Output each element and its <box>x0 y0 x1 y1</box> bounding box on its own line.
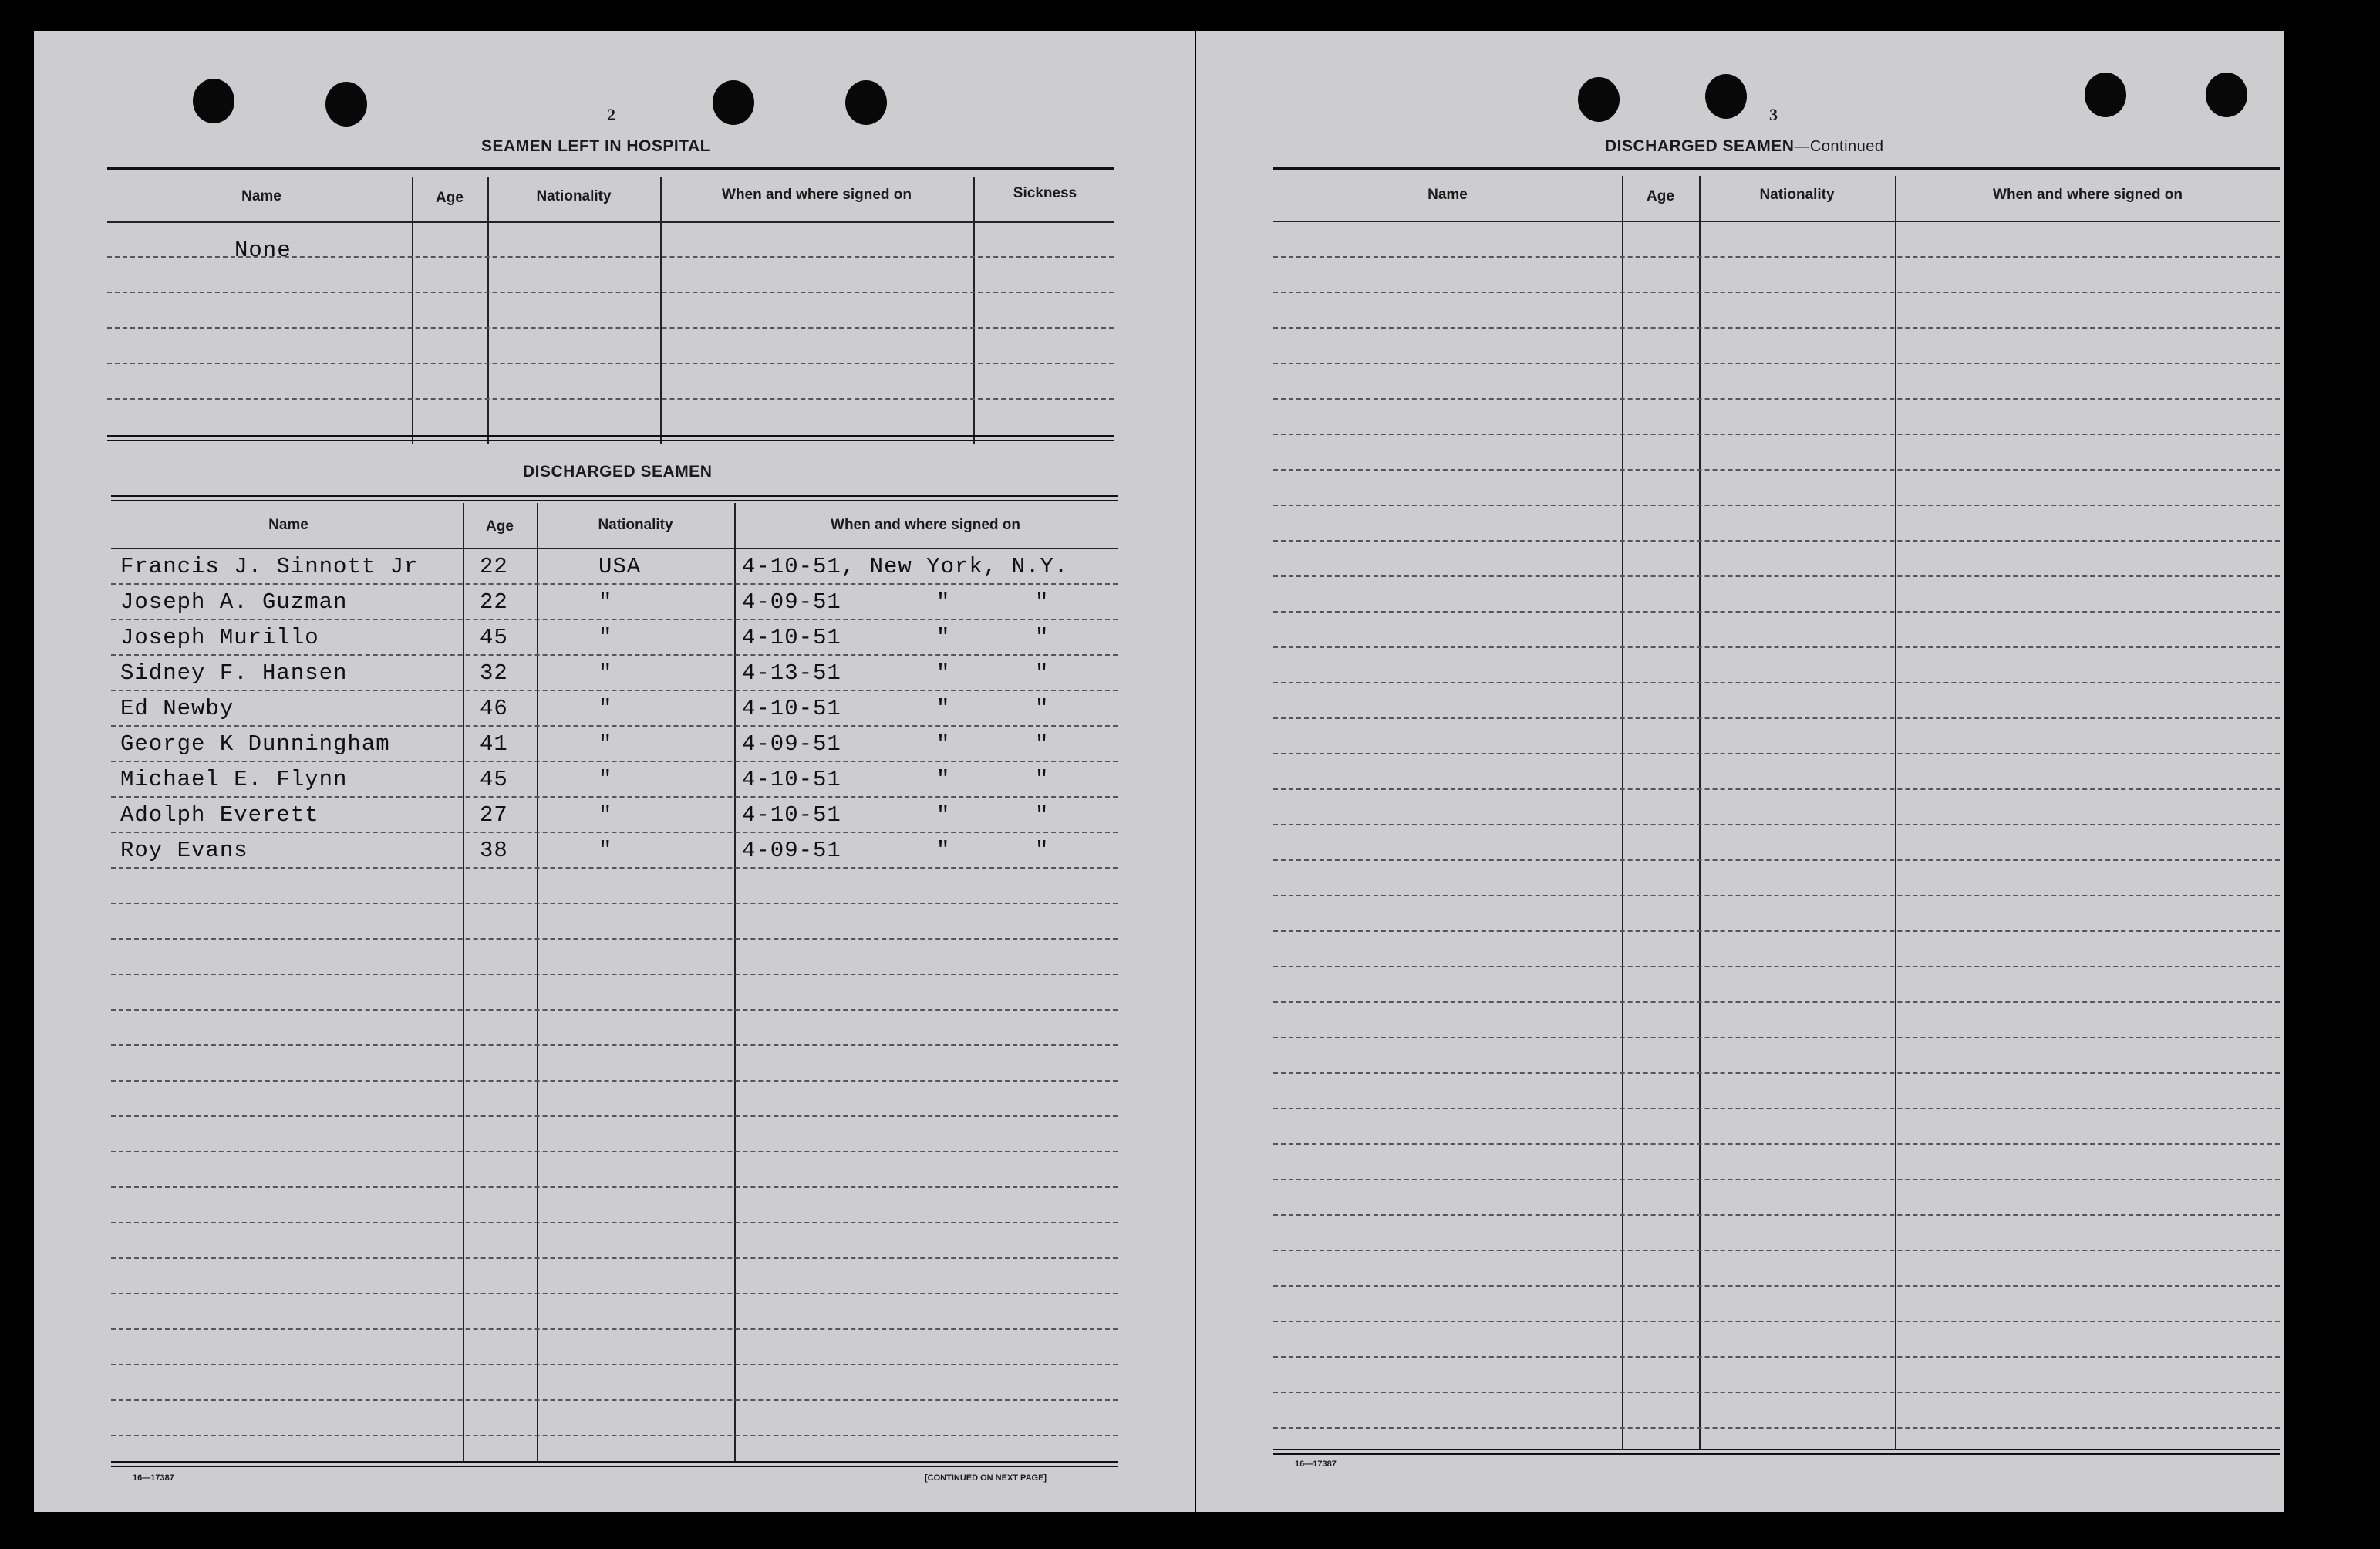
discharged-divider <box>537 503 538 1461</box>
ruled-line <box>1273 363 2280 364</box>
ruled-line <box>1273 611 2280 613</box>
discharged-state: " <box>1035 696 1050 721</box>
ruled-line <box>111 1257 1118 1259</box>
discharged-nationality: " <box>598 696 613 721</box>
discharged-nationality: " <box>598 802 613 828</box>
discharged-city: " <box>936 767 951 792</box>
discharged-age: 22 <box>480 589 508 615</box>
ruled-line <box>111 1435 1118 1436</box>
ruled-line <box>111 796 1118 798</box>
ruled-line <box>1273 434 2280 435</box>
discharged-name: Roy Evans <box>120 838 248 863</box>
right-page <box>1196 31 2284 1512</box>
continued-col-signed-on: When and where signed on <box>1993 187 2183 203</box>
discharged-state: " <box>1035 767 1050 792</box>
hospital-divider <box>487 177 489 444</box>
ruled-line <box>111 619 1118 620</box>
discharged-name: George K Dunningham <box>120 731 390 757</box>
ruled-line <box>111 1151 1118 1152</box>
discharged-age: 22 <box>480 554 508 579</box>
discharged-age: 46 <box>480 696 508 721</box>
ruled-line <box>1273 540 2280 542</box>
ruled-line <box>1273 646 2280 648</box>
discharged-date: 4-09-51 <box>742 589 841 615</box>
discharged-city: " <box>936 625 951 650</box>
discharged-top-rule <box>111 495 1118 501</box>
discharged-date: 4-10-51, New York, N.Y. <box>742 554 1069 579</box>
continued-bottom-rule <box>1273 1449 2280 1455</box>
discharged-nationality: " <box>598 838 613 863</box>
discharged-city: " <box>936 731 951 757</box>
ruled-line <box>1273 1214 2280 1216</box>
hospital-header-rule <box>107 221 1114 223</box>
ruled-line <box>111 1222 1118 1223</box>
hospital-col-name: Name <box>241 188 281 204</box>
ruled-line <box>111 583 1118 585</box>
page-number: 3 <box>1769 105 1778 124</box>
hospital-col-signed-on: When and where signed on <box>722 187 912 203</box>
continued-divider <box>1699 176 1701 1450</box>
ruled-line <box>1273 327 2280 329</box>
discharged-name: Sidney F. Hansen <box>120 660 348 686</box>
ruled-line <box>107 398 1114 400</box>
ruled-line <box>1273 1143 2280 1145</box>
discharged-city: " <box>936 660 951 686</box>
discharged-date: 4-10-51 <box>742 767 841 792</box>
continued-title-main: DISCHARGED SEAMEN <box>1605 137 1795 155</box>
ruled-line <box>107 363 1114 364</box>
ruled-line <box>111 1328 1118 1330</box>
discharged-nationality: " <box>598 589 613 615</box>
ruled-line <box>1273 469 2280 471</box>
ruled-line <box>111 725 1118 727</box>
ruled-line <box>111 1399 1118 1401</box>
ruled-line <box>1273 1285 2280 1287</box>
ruled-line <box>111 1080 1118 1082</box>
punch-hole <box>325 82 367 127</box>
punch-hole <box>1578 77 1620 122</box>
discharged-state: " <box>1035 589 1050 615</box>
ruled-line <box>111 690 1118 691</box>
discharged-state: " <box>1035 625 1050 650</box>
discharged-date: 4-09-51 <box>742 731 841 757</box>
ruled-line <box>1273 398 2280 400</box>
discharged-state: " <box>1035 731 1050 757</box>
discharged-col-age: Age <box>486 518 514 535</box>
continued-top-rule <box>1273 167 2280 170</box>
ruled-line <box>111 903 1118 904</box>
discharged-col-nationality: Nationality <box>598 517 673 533</box>
page-number: 2 <box>607 105 615 124</box>
continued-divider <box>1622 176 1623 1450</box>
ruled-line <box>107 256 1114 258</box>
discharged-date: 4-10-51 <box>742 696 841 721</box>
left-page <box>34 31 1195 1512</box>
ruled-line <box>107 327 1114 329</box>
punch-hole <box>2206 73 2247 117</box>
ruled-line <box>1273 1001 2280 1003</box>
form-number: 16—17387 <box>133 1473 174 1483</box>
discharged-city: " <box>936 802 951 828</box>
discharged-title: DISCHARGED SEAMEN <box>523 463 713 481</box>
discharged-age: 38 <box>480 838 508 863</box>
ruled-line <box>1273 1321 2280 1322</box>
continued-divider <box>1895 176 1896 1450</box>
hospital-title: SEAMEN LEFT IN HOSPITAL <box>481 137 710 155</box>
hospital-top-rule <box>107 167 1114 170</box>
discharged-bottom-rule <box>111 1461 1118 1467</box>
continued-note: [CONTINUED ON NEXT PAGE] <box>925 1473 1047 1483</box>
form-number: 16—17387 <box>1295 1460 1337 1469</box>
hospital-bottom-rule <box>107 435 1114 441</box>
punch-hole <box>713 80 754 125</box>
continued-col-age: Age <box>1647 188 1674 204</box>
discharged-state: " <box>1035 802 1050 828</box>
discharged-state: " <box>1035 660 1050 686</box>
ruled-line <box>111 761 1118 762</box>
ruled-line <box>111 832 1118 833</box>
discharged-age: 41 <box>480 731 508 757</box>
punch-hole <box>845 80 887 125</box>
discharged-name: Joseph Murillo <box>120 625 319 650</box>
discharged-date: 4-13-51 <box>742 660 841 686</box>
ruled-line <box>1273 682 2280 683</box>
ruled-line <box>1273 1392 2280 1393</box>
ruled-line <box>1273 575 2280 577</box>
discharged-divider <box>734 503 736 1461</box>
ruled-line <box>111 1044 1118 1046</box>
discharged-age: 32 <box>480 660 508 686</box>
discharged-nationality: " <box>598 731 613 757</box>
discharged-nationality: USA <box>598 554 642 579</box>
continued-col-name: Name <box>1428 187 1468 203</box>
ruled-line <box>111 1009 1118 1011</box>
ruled-line <box>1273 930 2280 932</box>
discharged-age: 45 <box>480 767 508 792</box>
ruled-line <box>111 1115 1118 1117</box>
hospital-col-age: Age <box>436 190 464 206</box>
ruled-line <box>111 654 1118 656</box>
ruled-line <box>107 292 1114 293</box>
discharged-nationality: " <box>598 660 613 686</box>
ruled-line <box>1273 1427 2280 1429</box>
continued-col-nationality: Nationality <box>1759 187 1835 203</box>
discharged-col-name: Name <box>268 517 308 533</box>
ruled-line <box>1273 505 2280 506</box>
discharged-age: 45 <box>480 625 508 650</box>
discharged-name: Joseph A. Guzman <box>120 589 348 615</box>
hospital-divider <box>973 177 975 444</box>
punch-hole <box>2085 73 2126 117</box>
ruled-line <box>1273 1250 2280 1251</box>
discharged-divider <box>463 503 464 1461</box>
discharged-name: Francis J. Sinnott Jr <box>120 554 419 579</box>
ruled-line <box>111 974 1118 975</box>
ruled-line <box>111 1364 1118 1365</box>
ruled-line <box>1273 859 2280 861</box>
discharged-date: 4-09-51 <box>742 838 841 863</box>
discharged-nationality: " <box>598 767 613 792</box>
continued-header-rule <box>1273 221 2280 222</box>
continued-title-suffix: —Continued <box>1794 138 1884 155</box>
hospital-divider <box>660 177 662 444</box>
discharged-city: " <box>936 589 951 615</box>
ruled-line <box>1273 753 2280 754</box>
discharged-nationality: " <box>598 625 613 650</box>
ruled-line <box>111 1186 1118 1188</box>
hospital-col-nationality: Nationality <box>536 188 612 204</box>
continued-title <box>1605 137 1884 156</box>
discharged-city: " <box>936 838 951 863</box>
ruled-line <box>1273 1037 2280 1038</box>
discharged-date: 4-10-51 <box>742 625 841 650</box>
discharged-date: 4-10-51 <box>742 802 841 828</box>
ruled-line <box>1273 1108 2280 1109</box>
ruled-line <box>1273 1356 2280 1358</box>
ruled-line <box>1273 1072 2280 1074</box>
punch-hole <box>1705 74 1747 119</box>
punch-hole <box>193 79 234 123</box>
ruled-line <box>1273 966 2280 967</box>
ruled-line <box>1273 717 2280 719</box>
discharged-name: Michael E. Flynn <box>120 767 348 792</box>
discharged-name: Adolph Everett <box>120 802 319 828</box>
hospital-col-sickness: Sickness <box>1013 185 1077 201</box>
hospital-divider <box>412 177 413 444</box>
ruled-line <box>1273 1179 2280 1180</box>
discharged-age: 27 <box>480 802 508 828</box>
ruled-line <box>1273 292 2280 293</box>
ruled-line <box>1273 788 2280 790</box>
discharged-header-rule <box>111 548 1118 549</box>
ruled-line <box>111 1293 1118 1294</box>
discharged-col-signed-on: When and where signed on <box>831 517 1020 533</box>
ruled-line <box>1273 256 2280 258</box>
hospital-entry: None <box>234 238 292 263</box>
ruled-line <box>1273 895 2280 896</box>
ruled-line <box>111 938 1118 940</box>
discharged-state: " <box>1035 838 1050 863</box>
ruled-line <box>1273 824 2280 825</box>
ruled-line <box>111 867 1118 869</box>
discharged-city: " <box>936 696 951 721</box>
discharged-name: Ed Newby <box>120 696 234 721</box>
